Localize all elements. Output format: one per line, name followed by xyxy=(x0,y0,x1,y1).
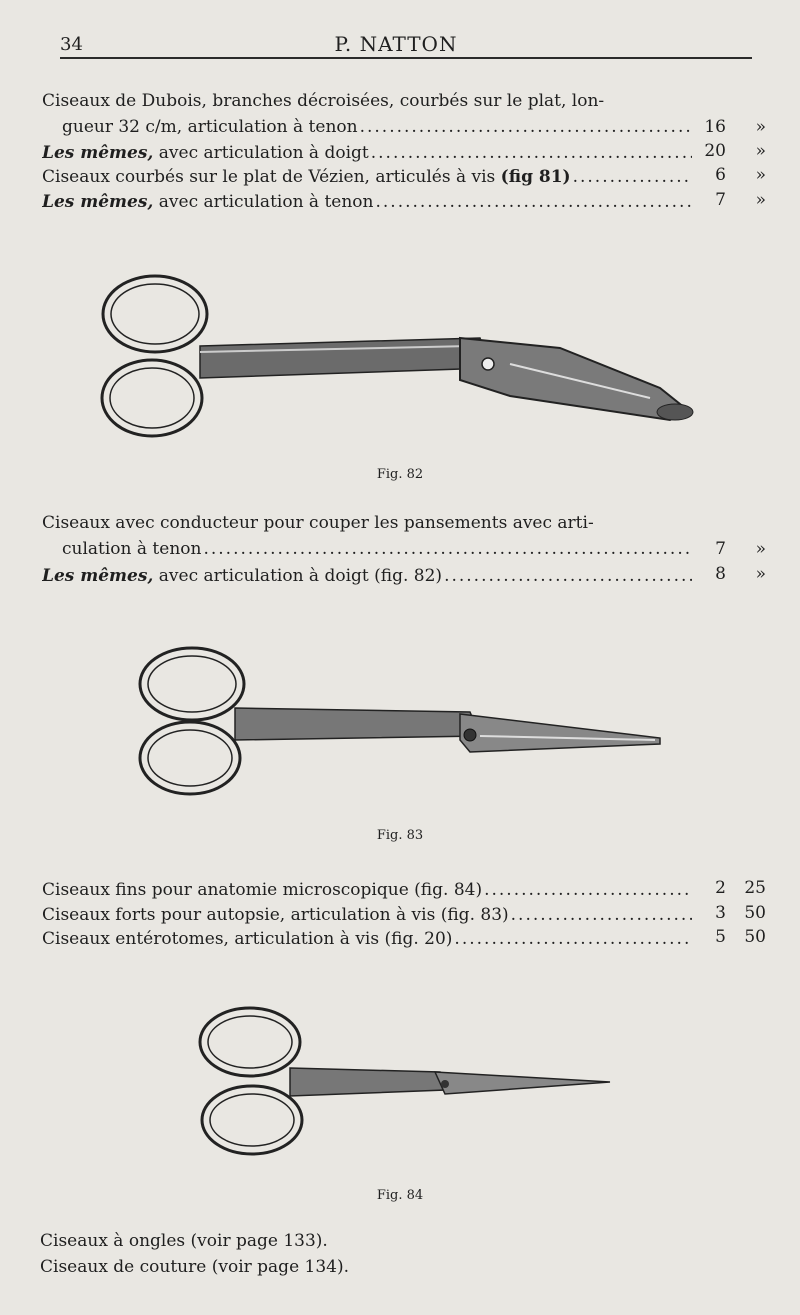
price: 7 » xyxy=(715,190,766,210)
entry-vezien: Ciseaux courbés sur le plat de Vézien, articulés à vis (fig 81) ..... xyxy=(42,164,692,190)
note-ongles: Ciseaux à ongles (voir page 133). xyxy=(40,1231,328,1251)
price: 3 50 xyxy=(715,903,766,923)
entry-memes-doigt-82: Les mêmes, avec articulation à doigt (fig. 82) ..... xyxy=(42,563,692,589)
price: 20 » xyxy=(704,141,766,161)
entry-line: gueur 32 c/m, articulation à tenon ..... xyxy=(42,114,692,140)
entry-enterotomes: Ciseaux entérotomes, articulation à vis (fig. 20) ..... xyxy=(42,926,692,952)
entry-line: culation à tenon ..... xyxy=(42,536,692,562)
figure-82-bandage-scissors xyxy=(90,268,710,448)
figure-84-caption: Fig. 84 xyxy=(376,1188,424,1203)
entry-conducteur xyxy=(42,510,692,562)
price: 6 » xyxy=(715,165,766,185)
figure-84-fine-scissors xyxy=(190,1000,620,1165)
entry-autopsie: Ciseaux forts pour autopsie, articulation à vis (fig. 83) ..... xyxy=(42,902,692,928)
price: 2 25 xyxy=(715,878,766,898)
page-header xyxy=(40,30,752,60)
figure-82-caption: Fig. 82 xyxy=(376,467,424,482)
note-couture: Ciseaux de couture (voir page 134). xyxy=(40,1257,350,1277)
entry-dubois xyxy=(42,88,692,140)
entry-anatomie: Ciseaux fins pour anatomie microscopique (fig. 84) ..... xyxy=(42,877,692,903)
entry-memes-doigt: Les mêmes, avec articulation à doigt ..... xyxy=(42,140,692,166)
header-rule xyxy=(60,57,752,59)
price: 7 » xyxy=(715,539,766,559)
page-number: 34 xyxy=(60,34,83,55)
price: 8 » xyxy=(715,564,766,584)
entry-line: Ciseaux de Dubois, branches décroisées, courbés sur le plat, lon- xyxy=(42,91,605,111)
entry-memes-tenon: Les mêmes, avec articulation à tenon ..... xyxy=(42,189,692,215)
price: 5 50 xyxy=(715,927,766,947)
entry-line: Ciseaux avec conducteur pour couper les pansements avec arti- xyxy=(42,513,594,533)
figure-83-caption: Fig. 83 xyxy=(376,828,424,843)
page-title: P. NATTON xyxy=(334,32,458,56)
figure-83-autopsy-scissors xyxy=(130,640,670,800)
price: 16 » xyxy=(704,117,766,137)
